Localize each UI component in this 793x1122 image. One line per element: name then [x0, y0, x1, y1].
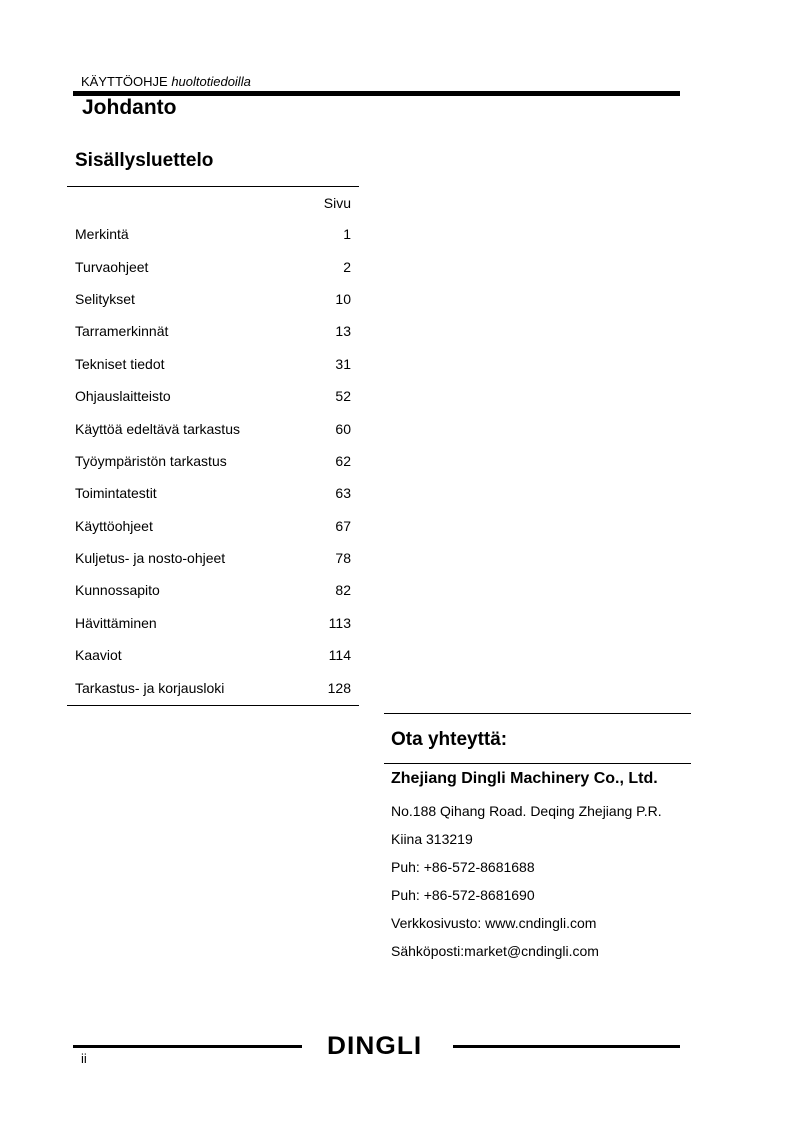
toc-entry[interactable]	[75, 607, 351, 639]
toc-list	[75, 218, 351, 704]
toc-entry[interactable]	[75, 250, 351, 282]
website-link[interactable]: Verkkosivusto: www.cndingli.com	[391, 915, 597, 931]
doc-type: KÄYTTÖOHJE	[81, 74, 168, 89]
toc-entry-label: Turvaohjeet	[75, 258, 149, 275]
contact-details	[391, 797, 662, 965]
page-number: ii	[81, 1051, 87, 1066]
toc-entry[interactable]	[75, 445, 351, 477]
toc-entry[interactable]	[75, 574, 351, 606]
toc-entry[interactable]	[75, 380, 351, 412]
toc-entry-page: 52	[335, 388, 351, 405]
toc-entry[interactable]	[75, 671, 351, 703]
toc-page-column-label: Sivu	[323, 195, 351, 211]
toc-entry-page: 113	[328, 614, 351, 631]
footer-rule-right	[453, 1045, 680, 1048]
toc-entry[interactable]	[75, 639, 351, 671]
toc-entry[interactable]	[75, 315, 351, 347]
toc-entry-label: Tekniset tiedot	[75, 355, 165, 372]
toc-entry[interactable]	[75, 477, 351, 509]
toc-entry[interactable]	[75, 218, 351, 250]
toc-entry-label: Käyttöä edeltävä tarkastus	[75, 420, 240, 437]
toc-entry-label: Käyttöohjeet	[75, 517, 153, 534]
address-line: Kiina 313219	[391, 831, 473, 847]
toc-entry-label: Merkintä	[75, 226, 129, 243]
toc-entry-page: 2	[343, 258, 351, 275]
page-title: Johdanto	[82, 96, 177, 119]
toc-entry-label: Ohjauslaitteisto	[75, 388, 171, 405]
toc-entry-label: Toimintatestit	[75, 485, 157, 502]
toc-entry-page: 31	[335, 355, 351, 372]
toc-entry-label: Kunnossapito	[75, 582, 160, 599]
toc-entry-page: 60	[335, 420, 351, 437]
toc-entry-page: 128	[327, 679, 351, 696]
phone-line: Puh: +86-572-8681688	[391, 859, 535, 875]
toc-entry[interactable]	[75, 510, 351, 542]
dingli-logo: DINGLI	[327, 1032, 423, 1060]
toc-entry-page: 63	[335, 485, 351, 502]
toc-entry[interactable]	[75, 348, 351, 380]
running-header	[81, 74, 251, 89]
company-name: Zhejiang Dingli Machinery Co., Ltd.	[391, 770, 658, 787]
toc-top-rule	[67, 186, 359, 187]
email-link[interactable]: Sähköposti:market@cndingli.com	[391, 943, 599, 959]
toc-entry-page: 1	[343, 226, 351, 243]
toc-title: Sisällysluettelo	[75, 150, 214, 171]
contact-top-rule	[384, 713, 691, 714]
toc-entry-page: 67	[335, 517, 351, 534]
address-line: No.188 Qihang Road. Deqing Zhejiang P.R.	[391, 803, 662, 819]
toc-entry-page: 62	[335, 452, 351, 469]
contact-title: Ota yhteyttä:	[391, 729, 508, 750]
toc-entry[interactable]	[75, 283, 351, 315]
doc-subtitle: huoltotiedoilla	[171, 74, 251, 89]
toc-entry[interactable]	[75, 542, 351, 574]
footer-rule-left	[73, 1045, 302, 1048]
toc-entry-page: 114	[328, 647, 351, 664]
toc-entry-label: Tarramerkinnät	[75, 323, 169, 340]
toc-entry-label: Selitykset	[75, 290, 135, 307]
toc-entry-page: 13	[335, 323, 351, 340]
phone-line: Puh: +86-572-8681690	[391, 887, 535, 903]
toc-entry-page: 78	[335, 550, 351, 567]
toc-entry-label: Työympäristön tarkastus	[75, 452, 227, 469]
toc-bottom-rule	[67, 705, 359, 706]
toc-entry[interactable]	[75, 412, 351, 444]
contact-title-rule	[384, 763, 691, 764]
toc-entry-label: Kuljetus- ja nosto-ohjeet	[75, 550, 226, 567]
toc-entry-label: Kaaviot	[75, 647, 122, 664]
toc-entry-label: Hävittäminen	[75, 614, 157, 631]
toc-entry-page: 82	[335, 582, 351, 599]
toc-entry-label: Tarkastus- ja korjausloki	[75, 679, 225, 696]
toc-entry-page: 10	[335, 290, 351, 307]
